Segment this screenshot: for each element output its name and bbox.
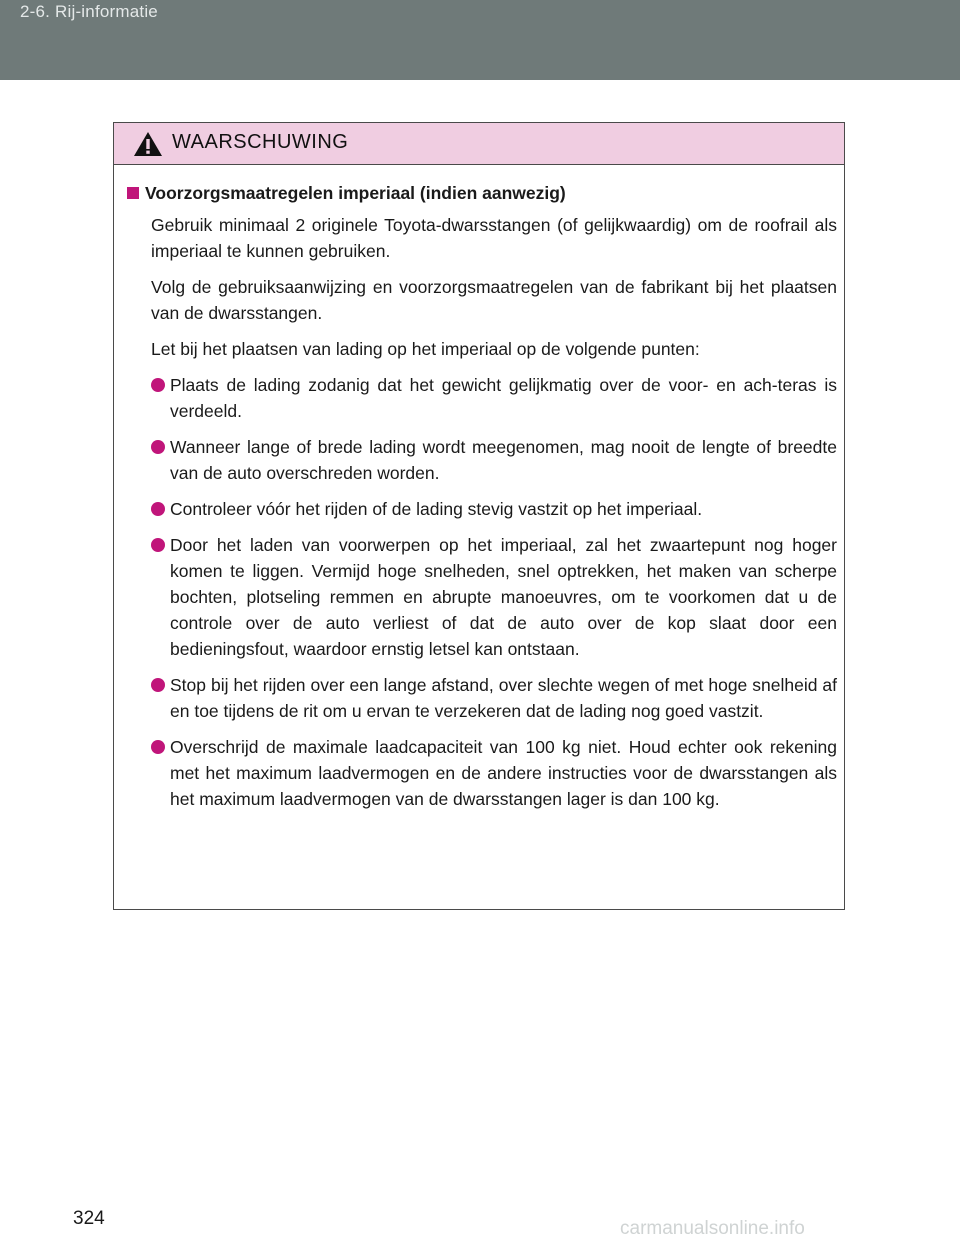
bullet-dot-icon — [151, 440, 165, 454]
bullet-item — [151, 372, 837, 424]
bullet-dot-icon — [151, 740, 165, 754]
bullet-item — [151, 434, 837, 486]
bullet-text: Overschrijd de maximale laadcapaciteit van 100 kg niet. Houd echter ook rekening met het maximum laadvermogen en de andere instructies voor de dwarsstangen als het maximum laadvermogen van de dwarsstangen lager is dan 100 kg. — [170, 737, 837, 809]
page-number: 324 — [73, 1208, 105, 1229]
bullet-text: Door het laden van voorwerpen op het imperiaal, zal het zwaartepunt nog hoger komen te liggen. Vermijd hoge snelheden, snel optrekken, het maken van scherpe bochten, plotseling remmen en abrupte manoeuvres, om te voorkomen dat u de controle over de auto verliest of dat de auto over de kop slaat door een bedieningsfout, waardoor ernstig letsel kan ontstaan. — [170, 535, 837, 659]
bullet-item — [151, 672, 837, 724]
bullet-text: Controleer vóór het rijden of de lading stevig vastzit op het imperiaal. — [170, 499, 703, 519]
chapter-title: 2-6. Rij-informatie — [20, 2, 158, 21]
bullet-dot-icon — [151, 502, 165, 516]
warning-triangle-icon — [133, 131, 163, 157]
paragraph: Gebruik minimaal 2 originele Toyota-dwarsstangen (of gelijkwaardig) om de roofrail als imperiaal te kunnen gebruiken. — [151, 215, 837, 261]
warning-box — [113, 122, 845, 910]
warning-body — [114, 165, 844, 812]
warning-title: WAARSCHUWING — [172, 131, 349, 153]
bullet-text: Wanneer lange of brede lading wordt meegenomen, mag nooit de lengte of breedte van de auto overschreden worden. — [170, 437, 837, 483]
bullet-item — [151, 734, 837, 812]
section-heading — [127, 180, 837, 206]
bullet-text: Stop bij het rijden over een lange afstand, over slechte wegen of met hoge snelheid af en toe tijdens de rit om u ervan te verzekeren dat de lading nog goed vastzit. — [170, 675, 837, 721]
bullet-dot-icon — [151, 678, 165, 692]
paragraph: Let bij het plaatsen van lading op het imperiaal op de volgende punten: — [151, 339, 700, 359]
bullet-item — [151, 532, 837, 662]
bullet-dot-icon — [151, 378, 165, 392]
bullet-item — [151, 496, 837, 522]
paragraph: Volg de gebruiksaanwijzing en voorzorgsmaatregelen van de fabrikant bij het plaatsen van de dwarsstangen. — [151, 277, 837, 323]
chapter-header-bar — [0, 0, 960, 80]
square-bullet-icon — [127, 187, 139, 199]
section-heading-text: Voorzorgsmaatregelen imperiaal (indien aanwezig) — [145, 183, 566, 203]
bullet-text: Plaats de lading zodanig dat het gewicht gelijkmatig over de voor- en ach-teras is verdeeld. — [170, 375, 837, 421]
watermark: carmanualsonline.info — [620, 1218, 805, 1239]
warning-header — [114, 123, 844, 165]
bullet-dot-icon — [151, 538, 165, 552]
